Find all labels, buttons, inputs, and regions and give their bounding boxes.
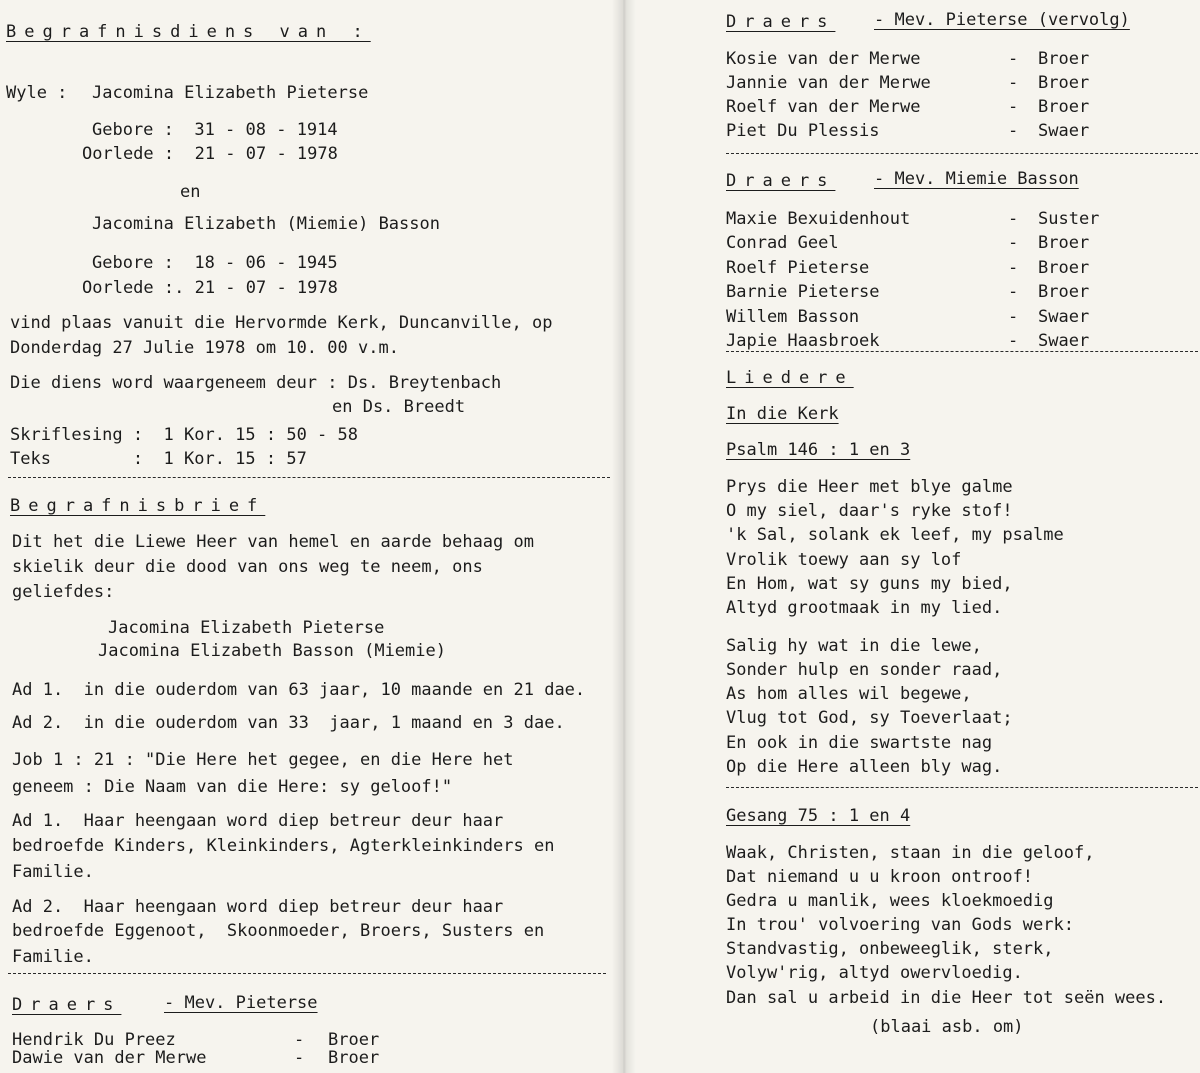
bearer-name: Dawie van der Merwe xyxy=(12,1048,207,1068)
bearer-name: Hendrik Du Preez xyxy=(12,1030,176,1050)
deceased2-died: Oorlede :. 21 - 07 - 1978 xyxy=(82,278,338,298)
bearers-cont-heading: Draers xyxy=(726,12,836,32)
bearer-relation: Broer xyxy=(1038,97,1090,117)
psalm-line: En Hom, wat sy guns my bied, xyxy=(726,574,1013,594)
officiant-line1: Die diens word waargeneem deur : Ds. Breytenbach xyxy=(10,373,502,393)
brief-heading: Begrafnisbrief xyxy=(10,496,266,516)
bearer-relation: Swaer xyxy=(1038,121,1090,141)
deceased1-died: Oorlede : 21 - 07 - 1978 xyxy=(82,144,338,164)
psalm-line: Sonder hulp en sonder raad, xyxy=(726,660,1003,680)
bearer-relation: Suster xyxy=(1038,209,1100,229)
gesang-line: Waak, Christen, staan in die geloof, xyxy=(726,843,1095,863)
bearer-name: Piet Du Plessis xyxy=(726,121,880,141)
bearer-relation: Broer xyxy=(1038,282,1090,302)
officiant-line2: en Ds. Breedt xyxy=(332,397,466,417)
gesang-heading: Gesang 75 : 1 en 4 xyxy=(726,806,911,826)
divider xyxy=(726,153,1198,154)
bearer-dash: - xyxy=(1008,49,1019,69)
psalm-line: Vrolik toewy aan sy lof xyxy=(726,550,962,570)
gesang-line: Standvastig, onbeweeglik, sterk, xyxy=(726,939,1054,959)
brief-name2: Jacomina Elizabeth Basson (Miemie) xyxy=(98,641,446,661)
gesang-line: Dan sal u arbeid in die Heer tot seën wees. xyxy=(726,988,1167,1008)
bearer-name: Willem Basson xyxy=(726,307,860,327)
bearer-dash: - xyxy=(1008,209,1019,229)
brief-name1: Jacomina Elizabeth Pieterse xyxy=(108,618,385,638)
psalm-heading: Psalm 146 : 1 en 3 xyxy=(726,440,911,460)
venue-line2: Donderdag 27 Julie 1978 om 10. 00 v.m. xyxy=(10,338,399,358)
bearer-dash: - xyxy=(294,1048,305,1068)
ad1-grief-line1: Ad 1. Haar heengaan word diep betreur deur haar xyxy=(12,811,504,831)
ad2-grief-line3: Familie. xyxy=(12,947,94,967)
bearer-dash: - xyxy=(1008,258,1019,278)
bearer-dash: - xyxy=(1008,307,1019,327)
bearer-dash: - xyxy=(1008,97,1019,117)
deceased1-born: Gebore : 31 - 08 - 1914 xyxy=(92,120,338,140)
bearer-relation: Broer xyxy=(328,1030,380,1050)
gesang-line: Dat niemand u u kroon ontroof! xyxy=(726,867,1034,887)
ad1-age: Ad 1. in die ouderdom van 63 jaar, 10 maande en 21 dae. xyxy=(12,680,586,700)
bearer-name: Maxie Bexuidenhout xyxy=(726,209,911,229)
job-quote-line1: Job 1 : 21 : "Die Here het gegee, en die Here het xyxy=(12,750,514,770)
bearer-relation: Swaer xyxy=(1038,307,1090,327)
in-church-heading: In die Kerk xyxy=(726,404,839,424)
bearer-name: Roelf van der Merwe xyxy=(726,97,921,117)
bearer-dash: - xyxy=(1008,282,1019,302)
divider xyxy=(726,351,1198,352)
ad1-grief-line3: Familie. xyxy=(12,862,94,882)
bearer-dash: - xyxy=(1008,331,1019,351)
divider xyxy=(8,477,610,478)
psalm-line: As hom alles wil begewe, xyxy=(726,684,972,704)
psalm-line: O my siel, daar's ryke stof! xyxy=(726,501,1013,521)
brief-line3: geliefdes: xyxy=(12,582,115,602)
wyle-label: Wyle : xyxy=(6,83,68,103)
bearer-name: Roelf Pieterse xyxy=(726,258,870,278)
bearer-relation: Broer xyxy=(1038,49,1090,69)
ad2-grief-line1: Ad 2. Haar heengaan word diep betreur deur haar xyxy=(12,897,504,917)
divider xyxy=(726,787,1198,788)
sermon-text: Teks : 1 Kor. 15 : 57 xyxy=(10,449,307,469)
bearer-dash: - xyxy=(1008,233,1019,253)
bearers-heading-subject: - Mev. Pieterse xyxy=(164,993,318,1013)
bearer-dash: - xyxy=(1008,121,1019,141)
bearer-name: Japie Haasbroek xyxy=(726,331,880,351)
bearer-name: Barnie Pieterse xyxy=(726,282,880,302)
psalm-line: Op die Here alleen bly wag. xyxy=(726,757,1003,777)
hymns-heading: Liedere xyxy=(726,368,854,388)
bearer-name: Conrad Geel xyxy=(726,233,839,253)
conjunction-en: en xyxy=(180,182,201,202)
scripture-reading: Skriflesing : 1 Kor. 15 : 50 - 58 xyxy=(10,425,358,445)
psalm-line: Prys die Heer met blye galme xyxy=(726,477,1013,497)
deceased2-born: Gebore : 18 - 06 - 1945 xyxy=(92,253,338,273)
psalm-line: Vlug tot God, sy Toeverlaat; xyxy=(726,708,1013,728)
service-heading: Begrafnisdiens van : xyxy=(6,22,371,42)
deceased1-name: Jacomina Elizabeth Pieterse xyxy=(92,83,369,103)
bearer-relation: Broer xyxy=(328,1048,380,1068)
bearers2-heading: Draers xyxy=(726,171,836,191)
psalm-line: 'k Sal, solank ek leef, my psalme xyxy=(726,525,1064,545)
bearer-dash: - xyxy=(294,1030,305,1050)
gesang-line: In trou' volvoering van Gods werk: xyxy=(726,915,1074,935)
bearer-dash: - xyxy=(1008,73,1019,93)
page-fold xyxy=(612,0,636,1073)
brief-line1: Dit het die Liewe Heer van hemel en aarde behaag om xyxy=(12,532,534,552)
psalm-line: Salig hy wat in die lewe, xyxy=(726,636,982,656)
gesang-line: Volyw'rig, altyd owervloedig. xyxy=(726,963,1023,983)
bearer-name: Jannie van der Merwe xyxy=(726,73,931,93)
ad2-grief-line2: bedroefde Eggenoot, Skoonmoeder, Broers, Susters en xyxy=(12,921,545,941)
bearers-heading: Draers xyxy=(12,995,122,1015)
job-quote-line2: geneem : Die Naam van die Here: sy geloof!" xyxy=(12,777,453,797)
turn-page-note: (blaai asb. om) xyxy=(870,1017,1024,1037)
psalm-line: En ook in die swartste nag xyxy=(726,733,993,753)
bearer-relation: Swaer xyxy=(1038,331,1090,351)
ad2-age: Ad 2. in die ouderdom van 33 jaar, 1 maand en 3 dae. xyxy=(12,713,565,733)
bearer-relation: Broer xyxy=(1038,73,1090,93)
bearers-cont-heading-subject: - Mev. Pieterse (vervolg) xyxy=(874,10,1130,30)
venue-line1: vind plaas vanuit die Hervormde Kerk, Duncanville, op xyxy=(10,313,553,333)
bearer-relation: Broer xyxy=(1038,233,1090,253)
bearer-name: Kosie van der Merwe xyxy=(726,49,921,69)
deceased2-name: Jacomina Elizabeth (Miemie) Basson xyxy=(92,214,440,234)
bearers2-heading-subject: - Mev. Miemie Basson xyxy=(874,169,1079,189)
gesang-line: Gedra u manlik, wees kloekmoedig xyxy=(726,891,1054,911)
ad1-grief-line2: bedroefde Kinders, Kleinkinders, Agterkleinkinders en xyxy=(12,836,555,856)
bearer-relation: Broer xyxy=(1038,258,1090,278)
brief-line2: skielik deur die dood van ons weg te neem, ons xyxy=(12,557,483,577)
psalm-line: Altyd grootmaak in my lied. xyxy=(726,598,1003,618)
divider xyxy=(8,973,606,974)
